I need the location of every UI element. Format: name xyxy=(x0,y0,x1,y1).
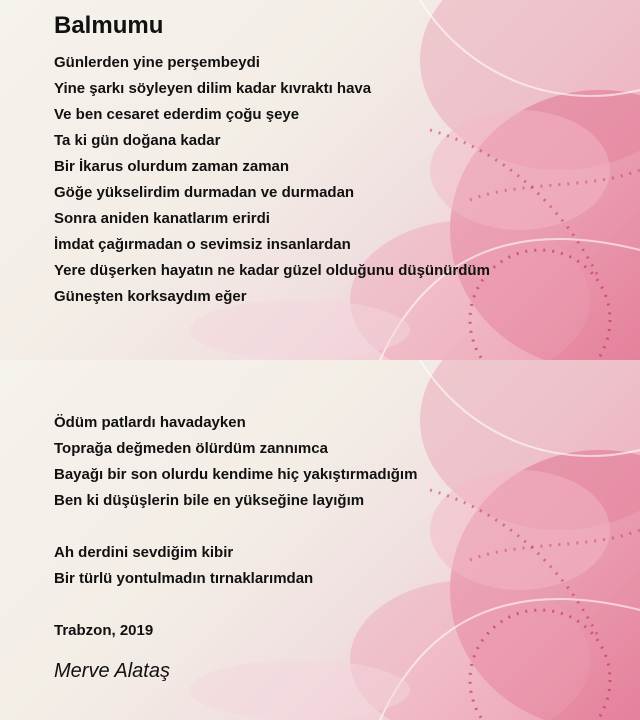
poem-line: Bir İkarus olurdum zaman zaman xyxy=(54,158,290,175)
author-name: Merve Alataş xyxy=(54,660,170,682)
poem-line: Ah derdini sevdiğim kibir xyxy=(54,544,234,561)
poem-line: Yere düşerken hayatın ne kadar güzel olduğunu düşünürdüm xyxy=(54,262,490,279)
poem-line: Ve ben cesaret ederdim çoğu şeye xyxy=(54,106,300,123)
poem-line: Sonra aniden kanatlarım erirdi xyxy=(54,210,270,227)
poem-line: Bir türlü yontulmadın tırnaklarımdan xyxy=(54,570,314,587)
poem-title: Balmumu xyxy=(54,12,164,39)
poem-line: Yine şarkı söyleyen dilim kadar kıvraktı hava xyxy=(54,80,372,97)
poem-line: Ta ki gün doğana kadar xyxy=(54,132,221,149)
poem-line: İmdat çağırmadan o sevimsiz insanlardan xyxy=(54,236,351,253)
poem-line: Göğe yükselirdim durmadan ve durmadan xyxy=(54,184,355,201)
poem-line: Toprağa değmeden ölürdüm zannımca xyxy=(54,440,328,457)
poem-line: Ben ki düşüşlerin bile en yükseğine layığım xyxy=(54,492,365,509)
poem-line: Ödüm patlardı havadayken xyxy=(54,414,246,431)
poem-line: Bayağı bir son olurdu kendime hiç yakıştırmadığım xyxy=(54,466,418,483)
poem-line: Günlerden yine perşembeydi xyxy=(54,54,260,71)
place-date: Trabzon, 2019 xyxy=(54,622,154,639)
poem-line: Güneşten korksaydım eğer xyxy=(54,288,247,305)
